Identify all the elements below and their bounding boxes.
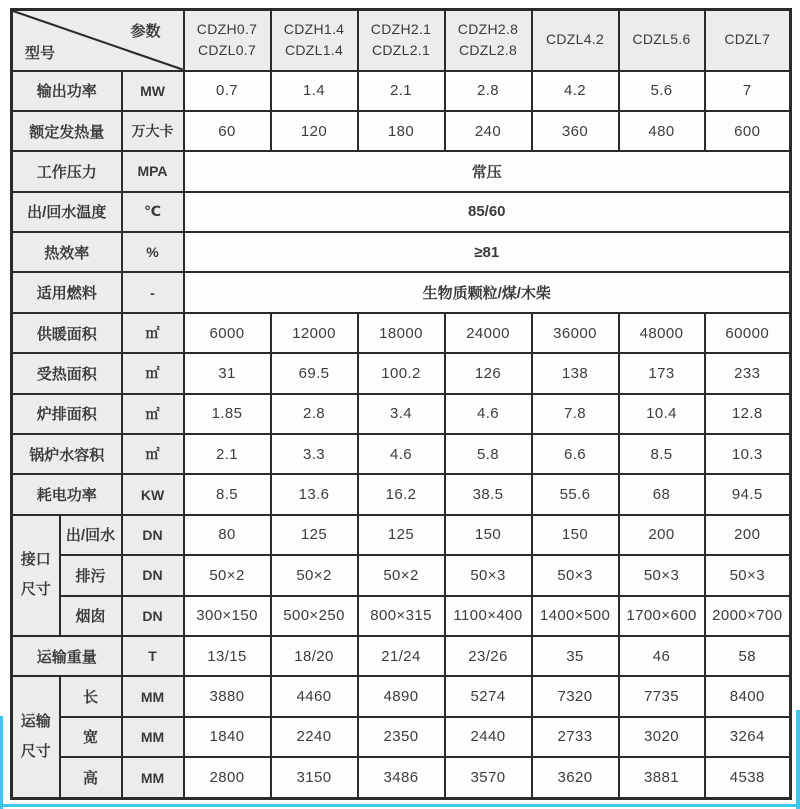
- row-unit: T: [122, 636, 184, 676]
- row-unit: 万大卡: [122, 111, 184, 151]
- column-header: [358, 10, 445, 71]
- cell-value: 4.6: [445, 394, 532, 434]
- cell-value: 10.3: [705, 434, 791, 474]
- cell-value: 55.6: [532, 474, 619, 514]
- cell-value: 480: [619, 111, 705, 151]
- cell-value: 50×3: [705, 555, 791, 595]
- cell-value: 50×2: [271, 555, 358, 595]
- cell-value: 31: [184, 353, 271, 393]
- cell-value: 2440: [445, 717, 532, 757]
- cell-value: 48000: [619, 313, 705, 353]
- cell-value: 24000: [445, 313, 532, 353]
- cell-value: 12.8: [705, 394, 791, 434]
- table-row: [12, 151, 791, 191]
- cell-value: 3.4: [358, 394, 445, 434]
- row-unit: DN: [122, 515, 184, 555]
- cell-value: 1.85: [184, 394, 271, 434]
- cell-value: 8400: [705, 676, 791, 716]
- cell-value: 50×3: [532, 555, 619, 595]
- table-row: [12, 71, 791, 111]
- cell-value: 125: [271, 515, 358, 555]
- cell-value: 233: [705, 353, 791, 393]
- cell-value: 180: [358, 111, 445, 151]
- cell-value: 6000: [184, 313, 271, 353]
- row-unit: ㎡: [122, 353, 184, 393]
- cell-value: 12000: [271, 313, 358, 353]
- cell-value: 3620: [532, 757, 619, 798]
- row-unit: MM: [122, 676, 184, 716]
- cell-value: 1700×600: [619, 596, 705, 636]
- cell-value: 7: [705, 71, 791, 111]
- column-header: [532, 10, 619, 71]
- cell-value: 2.1: [358, 71, 445, 111]
- cell-value: 80: [184, 515, 271, 555]
- model-name: CDZL1.4: [284, 42, 344, 59]
- sub-label: 宽: [60, 717, 122, 757]
- group-label-line: 尺寸: [20, 581, 51, 599]
- row-label: 供暖面积: [12, 313, 122, 353]
- group-label-line: 运输: [20, 713, 51, 731]
- table-row: [12, 394, 791, 434]
- model-name: CDZH0.7: [196, 20, 258, 37]
- cell-value: 1400×500: [532, 596, 619, 636]
- table-row: [12, 676, 791, 716]
- table-row: [12, 434, 791, 474]
- cell-value: 600: [705, 111, 791, 151]
- cell-value: 10.4: [619, 394, 705, 434]
- cell-value: 8.5: [184, 474, 271, 514]
- model-name: CDZL4.2: [545, 31, 605, 48]
- group-label: [12, 676, 60, 798]
- table-row: [12, 192, 791, 232]
- cell-value: 58: [705, 636, 791, 676]
- table-row: [12, 757, 791, 798]
- table-row: [12, 636, 791, 676]
- page-frame-right-border: [796, 710, 800, 809]
- row-label: 额定发热量: [12, 111, 122, 151]
- cell-value: 50×3: [619, 555, 705, 595]
- cell-value: 94.5: [705, 474, 791, 514]
- cell-value: 126: [445, 353, 532, 393]
- page-frame-left-border: [0, 716, 3, 809]
- row-label: 锅炉水容积: [12, 434, 122, 474]
- table-row: [12, 313, 791, 353]
- row-label: 热效率: [12, 232, 122, 272]
- cell-value: 7735: [619, 676, 705, 716]
- cell-value: 173: [619, 353, 705, 393]
- cell-value: 240: [445, 111, 532, 151]
- cell-value: 120: [271, 111, 358, 151]
- table-row: [12, 555, 791, 595]
- row-label: 炉排面积: [12, 394, 122, 434]
- cell-value: 23/26: [445, 636, 532, 676]
- cell-value: 5274: [445, 676, 532, 716]
- cell-value: 150: [445, 515, 532, 555]
- row-unit: MM: [122, 757, 184, 798]
- cell-value: 35: [532, 636, 619, 676]
- group-label-line: 尺寸: [20, 743, 51, 761]
- cell-value: 4890: [358, 676, 445, 716]
- row-unit: MPA: [122, 151, 184, 191]
- cell-value: 1100×400: [445, 596, 532, 636]
- row-unit: DN: [122, 596, 184, 636]
- cell-value: 7.8: [532, 394, 619, 434]
- row-unit: ℃: [122, 192, 184, 232]
- page-frame-bottom-border: [0, 804, 800, 807]
- row-unit: MW: [122, 71, 184, 111]
- boiler-spec-table: [10, 8, 792, 800]
- cell-value: 100.2: [358, 353, 445, 393]
- cell-value: 800×315: [358, 596, 445, 636]
- cell-value: 2240: [271, 717, 358, 757]
- cell-value: 3881: [619, 757, 705, 798]
- model-name: CDZH2.8: [457, 20, 519, 37]
- cell-value: 3486: [358, 757, 445, 798]
- cell-value: 200: [705, 515, 791, 555]
- column-header: [445, 10, 532, 71]
- cell-value: 50×3: [445, 555, 532, 595]
- cell-value: 36000: [532, 313, 619, 353]
- row-unit: ㎡: [122, 434, 184, 474]
- merged-value: ≥81: [184, 232, 791, 272]
- merged-value: 85/60: [184, 192, 791, 232]
- merged-value: 生物质颗粒/煤/木柴: [184, 272, 791, 312]
- cell-value: 16.2: [358, 474, 445, 514]
- table-row: [12, 111, 791, 151]
- cell-value: 3020: [619, 717, 705, 757]
- table-row: [12, 515, 791, 555]
- cell-value: 2.1: [184, 434, 271, 474]
- table-row: [12, 596, 791, 636]
- row-unit: MM: [122, 717, 184, 757]
- column-header: [271, 10, 358, 71]
- table-row: [12, 353, 791, 393]
- cell-value: 50×2: [358, 555, 445, 595]
- cell-value: 3570: [445, 757, 532, 798]
- model-name: CDZH1.4: [283, 20, 345, 37]
- cell-value: 60000: [705, 313, 791, 353]
- model-name: CDZL5.6: [632, 31, 691, 48]
- row-unit: %: [122, 232, 184, 272]
- cell-value: 68: [619, 474, 705, 514]
- cell-value: 21/24: [358, 636, 445, 676]
- cell-value: 38.5: [445, 474, 532, 514]
- cell-value: 0.7: [184, 71, 271, 111]
- cell-value: 46: [619, 636, 705, 676]
- column-header: [619, 10, 705, 71]
- corner-cell: [12, 10, 184, 71]
- cell-value: 500×250: [271, 596, 358, 636]
- cell-value: 1840: [184, 717, 271, 757]
- cell-value: 13/15: [184, 636, 271, 676]
- cell-value: 18000: [358, 313, 445, 353]
- cell-value: 7320: [532, 676, 619, 716]
- sub-label: 排污: [60, 555, 122, 595]
- row-label: 受热面积: [12, 353, 122, 393]
- cell-value: 2800: [184, 757, 271, 798]
- cell-value: 4538: [705, 757, 791, 798]
- row-unit: ㎡: [122, 394, 184, 434]
- sub-label: 烟囱: [60, 596, 122, 636]
- table-row: [12, 272, 791, 312]
- corner-param-label: 参数: [130, 23, 161, 40]
- cell-value: 18/20: [271, 636, 358, 676]
- cell-value: 3264: [705, 717, 791, 757]
- cell-value: 2000×700: [705, 596, 791, 636]
- cell-value: 2733: [532, 717, 619, 757]
- header-row: [12, 10, 791, 71]
- row-label: 适用燃料: [12, 272, 122, 312]
- cell-value: 8.5: [619, 434, 705, 474]
- row-label: 耗电功率: [12, 474, 122, 514]
- row-label: 输出功率: [12, 71, 122, 111]
- cell-value: 3880: [184, 676, 271, 716]
- row-unit: KW: [122, 474, 184, 514]
- cell-value: 200: [619, 515, 705, 555]
- table-row: [12, 232, 791, 272]
- row-label: 出/回水温度: [12, 192, 122, 232]
- model-name: CDZL0.7: [197, 42, 257, 59]
- cell-value: 300×150: [184, 596, 271, 636]
- group-label-line: 接口: [20, 551, 51, 569]
- cell-value: 138: [532, 353, 619, 393]
- row-unit: -: [122, 272, 184, 312]
- model-name: CDZL7: [724, 31, 771, 48]
- row-unit: DN: [122, 555, 184, 595]
- row-unit: ㎡: [122, 313, 184, 353]
- cell-value: 360: [532, 111, 619, 151]
- cell-value: 125: [358, 515, 445, 555]
- cell-value: 4.6: [358, 434, 445, 474]
- cell-value: 3.3: [271, 434, 358, 474]
- cell-value: 2.8: [445, 71, 532, 111]
- cell-value: 5.6: [619, 71, 705, 111]
- group-label: [12, 515, 60, 636]
- column-header: [705, 10, 791, 71]
- cell-value: 5.8: [445, 434, 532, 474]
- cell-value: 69.5: [271, 353, 358, 393]
- table-row: [12, 474, 791, 514]
- cell-value: 150: [532, 515, 619, 555]
- cell-value: 2.8: [271, 394, 358, 434]
- cell-value: 4460: [271, 676, 358, 716]
- cell-value: 60: [184, 111, 271, 151]
- cell-value: 2350: [358, 717, 445, 757]
- column-header: [184, 10, 271, 71]
- model-name: CDZL2.8: [458, 42, 518, 59]
- corner-model-label: 型号: [25, 44, 56, 62]
- cell-value: 13.6: [271, 474, 358, 514]
- cell-value: 4.2: [532, 71, 619, 111]
- merged-value: 常压: [184, 151, 791, 191]
- cell-value: 6.6: [532, 434, 619, 474]
- sub-label: 高: [60, 757, 122, 798]
- sub-label: 出/回水: [60, 515, 122, 555]
- model-name: CDZH2.1: [370, 20, 432, 37]
- cell-value: 1.4: [271, 71, 358, 111]
- row-label: 运输重量: [12, 636, 122, 676]
- cell-value: 3150: [271, 757, 358, 798]
- model-name: CDZL2.1: [371, 42, 431, 59]
- row-label: 工作压力: [12, 151, 122, 191]
- cell-value: 50×2: [184, 555, 271, 595]
- sub-label: 长: [60, 676, 122, 716]
- table-row: [12, 717, 791, 757]
